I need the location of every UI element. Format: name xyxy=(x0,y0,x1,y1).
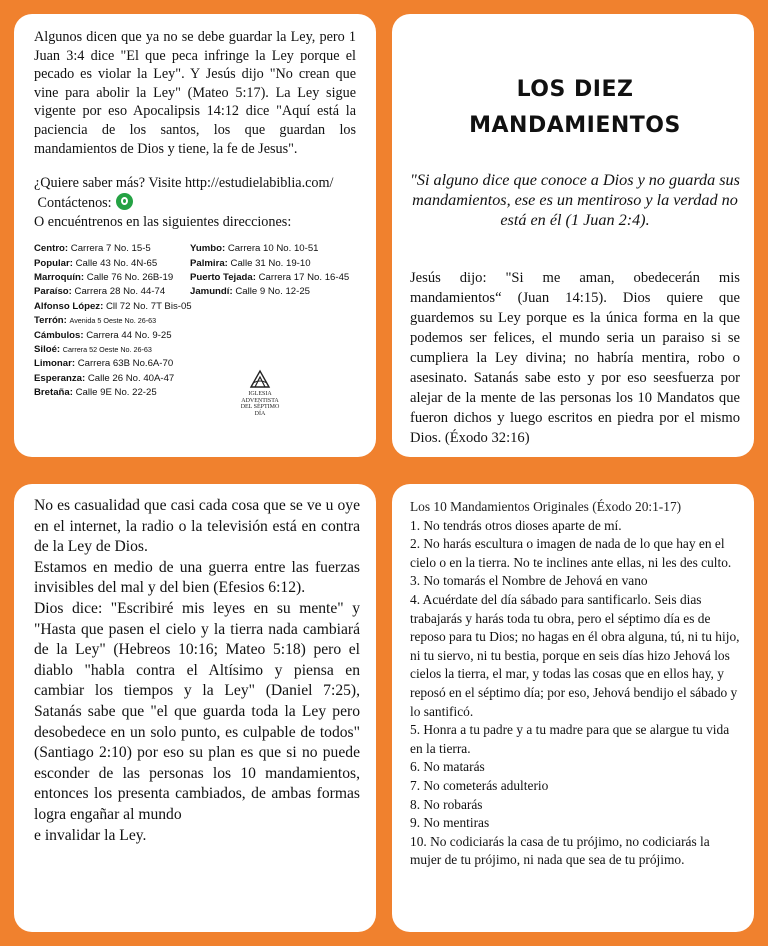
title-line-2: MANDAMIENTOS xyxy=(469,113,681,138)
panel-top-right xyxy=(392,14,754,457)
address-name: Jamundí: xyxy=(190,286,233,298)
contact-line xyxy=(34,193,356,213)
paragraph-1: No es casualidad que casi cada cosa que se ve u oye en el internet, la radio o la televisión está en contra de la Ley de Dios. xyxy=(34,497,360,556)
commandments-heading: Los 10 Mandamientos Originales (Éxodo 20:1-17) xyxy=(410,499,682,514)
addresses-intro: O encuéntrenos en las siguientes direcciones: xyxy=(34,214,292,231)
address-value: Carrera 28 No. 44-74 xyxy=(74,286,166,298)
address-row xyxy=(34,386,190,400)
address-name: Alfonso López: xyxy=(34,300,104,312)
address-row xyxy=(190,257,356,271)
address-value: Carrera 63B No.6A-70 xyxy=(77,358,174,370)
paragraph-4: e invalidar la Ley. xyxy=(34,826,147,844)
panel-top-left xyxy=(14,14,376,457)
commandment-5: 5. Honra a tu padre y a tu madre para que se alargue tu vida en la tierra. xyxy=(410,722,730,756)
address-value: Cll 72 No. 7T Bis-05 xyxy=(105,300,192,312)
bottom-left-text xyxy=(34,496,360,846)
address-row xyxy=(190,242,356,256)
commandment-1: 1. No tendrás otros dioses aparte de mí. xyxy=(410,517,622,533)
commandment-2: 2. No harás escultura o imagen de nada de lo que hay en el cielo o en la tierra. No te inclines ante ellas, ni les des culto. xyxy=(410,536,732,570)
address-value: Calle 31 No. 19-10 xyxy=(230,257,311,269)
page-title xyxy=(410,72,740,144)
address-name: Terrón: xyxy=(34,315,67,327)
address-row xyxy=(34,300,190,314)
address-value: Carrera 7 No. 15-5 xyxy=(70,243,151,255)
church-logo xyxy=(240,369,280,417)
more-info-link[interactable]: ¿Quiere saber más? Visite http://estudielabiblia.com/ xyxy=(34,175,334,192)
address-row xyxy=(34,285,190,299)
address-name: Yumbo: xyxy=(190,243,226,255)
address-value: Calle 9 No. 12-25 xyxy=(235,286,310,298)
commandment-8: 8. No robarás xyxy=(410,796,483,812)
commandment-10: 10. No codiciarás la casa de tu prójimo, no codiciarás la mujer de tu prójimo, ni nada que sea de tu prójimo. xyxy=(410,833,710,868)
commandments-list xyxy=(410,498,742,870)
church-logo-icon xyxy=(249,369,271,389)
commandment-3: 3. No tomarás el Nombre de Jehová en vano xyxy=(410,573,648,589)
address-row xyxy=(34,372,190,386)
logo-line-3: DEL SÉPTIMO DÍA xyxy=(240,404,280,417)
address-name: Cámbulos: xyxy=(34,329,84,341)
logo-line-2: ADVENTISTA xyxy=(241,397,279,404)
commandment-4: 4. Acuérdate del día sábado para santificarlo. Seis dias trabajarás y harás toda tu obra, pero el séptimo día es de reposo para tu Dios; no hagas en él obra alguna, tú, ni tu hijo, ni tu siervo, ni tu bestia, porque en seis días hizo Jehová los cielos la tierra, el mar, y todas las cosas que en ellos hay, y reposó en el séptimo día; por eso, Jehová bendijo el sábado y lo santificó. xyxy=(410,591,740,719)
address-name: Palmira: xyxy=(190,257,228,269)
address-name: Siloé: xyxy=(34,344,61,355)
commandment-7: 7. No cometerás adulterio xyxy=(410,777,549,793)
address-row xyxy=(34,242,190,256)
address-name: Esperanza: xyxy=(34,372,86,384)
address-value: Calle 43 No. 4N-65 xyxy=(75,257,158,269)
whatsapp-icon[interactable] xyxy=(116,193,133,210)
address-row xyxy=(34,357,190,371)
address-value: Calle 9E No. 22-25 xyxy=(75,387,157,399)
commandment-6: 6. No matarás xyxy=(410,759,485,775)
address-value: Avenida 5 Oeste No. 26-63 xyxy=(69,316,157,326)
address-name: Marroquín: xyxy=(34,271,85,283)
address-value: Carrera 17 No. 16-45 xyxy=(258,271,350,283)
address-list xyxy=(34,242,356,400)
address-name: Centro: xyxy=(34,243,69,255)
paragraph-2: Estamos en medio de una guerra entre las fuerzas invisibles del mal y del bien (Efesios 6:12). xyxy=(34,558,360,597)
paragraph-3: Dios dice: "Escribiré mis leyes en su mente" y "Hasta que pasen el cielo y la tierra nada cambiará de la Ley" (Hebreos 10:16; Mateo 5:18) pero el diablo "habla contra el Altísimo y piensa en cambiar los tiempos y la Ley" (Daniel 7:25), Satanás sabe que "el que guarda toda la Ley pero desobedece en un solo punto, es culpable de todos" (Santiago 2:10) por eso su plan es que si no puede esconder de las personas los 10 mandamientos, entonces los presenta cambiados, de ambas formas logra engañar al mundo xyxy=(34,599,360,823)
address-row xyxy=(34,257,190,271)
address-column-1 xyxy=(34,242,190,400)
address-value: Carrera 10 No. 10-51 xyxy=(227,243,319,255)
address-value: Carrera 52 Oeste No. 26-63 xyxy=(62,345,152,354)
address-name: Paraíso: xyxy=(34,286,72,298)
address-value: Calle 76 No. 26B-19 xyxy=(86,271,174,283)
address-name: Puerto Tejada: xyxy=(190,271,256,283)
address-row xyxy=(34,329,190,343)
address-row xyxy=(34,314,190,328)
address-row xyxy=(190,271,356,285)
scripture-quote: "Si alguno dice que conoce a Dios y no guarda sus mandamientos, ese es un mentiroso y la verdad no está en él (1 Juan 2:4). xyxy=(410,171,740,229)
address-name: Limonar: xyxy=(34,358,76,370)
contact-label: Contáctenos: xyxy=(37,195,112,212)
address-value: Carrera 44 No. 9-25 xyxy=(86,329,172,341)
address-name: Popular: xyxy=(34,257,73,269)
address-row xyxy=(190,285,356,299)
panel-bottom-right xyxy=(392,484,754,932)
commandment-9: 9. No mentiras xyxy=(410,815,490,831)
intro-text: Algunos dicen que ya no se debe guardar la Ley, pero 1 Juan 3:4 dice "El que peca infringe la Ley porque el pecado es violar la Ley". Y Jesús dijo "No crean que vine para abolir la Ley" (Mateo 5:17). La Ley sigue vigente por eso Apocalipsis 14:12 dice "Aquí está la paciencia de los santos, los que guardan los mandamientos de Dios y tiene, la fe de Jesus". xyxy=(34,29,356,157)
contact-block xyxy=(34,174,356,232)
address-name: Bretaña: xyxy=(34,387,73,399)
body-text: Jesús dijo: "Si me aman, obedecerán mis mandamientos“ (Juan 14:15). Dios quiere que guardemos su Ley porque es la única forma en la que podemos ser felices, el mundo seria un paraiso si se cumpliera la Ley divina; no habría mentira, robo o asesinato. Satanás sabe esto y por eso seesfuerza por alejar de la mente de las personas los 10 Mandatos que fueron dichos y luego escritos en piedra por el mismo Dios. (Éxodo 32:16) xyxy=(410,270,740,446)
address-row xyxy=(34,343,190,357)
panel-bottom-left xyxy=(14,484,376,932)
address-row xyxy=(34,271,190,285)
address-value: Calle 26 No. 40A-47 xyxy=(87,372,175,384)
title-line-1: LOS DIEZ xyxy=(516,77,634,102)
logo-line-1: IGLESIA xyxy=(248,391,272,397)
